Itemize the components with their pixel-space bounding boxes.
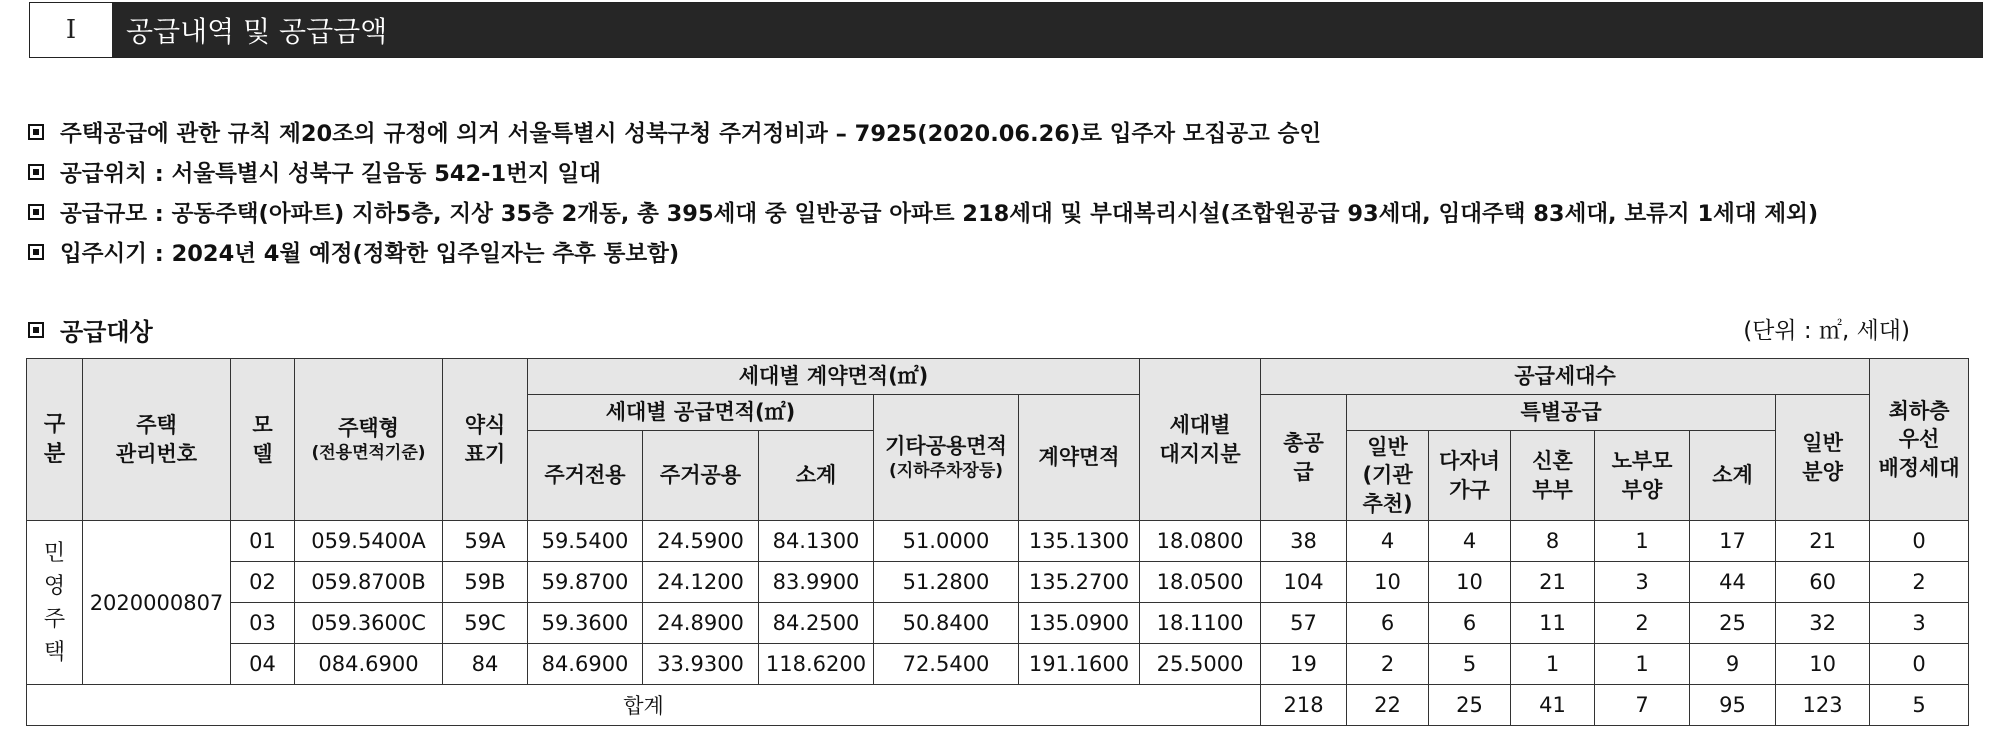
cell-elder: 1	[1595, 521, 1690, 562]
header-special-subtotal: 소계	[1690, 431, 1776, 521]
header-house-no: 주택 관리번호	[83, 359, 231, 521]
supply-target-title	[28, 312, 153, 347]
house-type-sub: (전용면적기준)	[311, 443, 426, 464]
table-row	[27, 603, 1969, 644]
supply-target-label: 공급대상	[60, 318, 153, 346]
cell-inst: 6	[1347, 603, 1429, 644]
header-subtotal: 소계	[759, 431, 874, 521]
cell-inst: 2	[1347, 644, 1429, 685]
section-title: 공급내역 및 공급금액	[126, 15, 388, 48]
cell-other: 51.0000	[874, 521, 1019, 562]
cell-contract: 135.2700	[1019, 562, 1140, 603]
header-supply-units: 공급세대수	[1261, 359, 1870, 395]
cell-common: 24.8900	[643, 603, 759, 644]
table-row	[27, 562, 1969, 603]
cell-general: 10	[1776, 644, 1870, 685]
cell-land: 18.0500	[1140, 562, 1261, 603]
note-location	[28, 152, 1988, 192]
header-special: 특별공급	[1347, 395, 1776, 431]
cell-short: 59C	[443, 603, 528, 644]
cell-general: 60	[1776, 562, 1870, 603]
total-newly: 41	[1511, 685, 1595, 726]
cell-multi: 5	[1429, 644, 1511, 685]
header-newlywed: 신혼 부부	[1511, 431, 1595, 521]
cell-model: 01	[231, 521, 295, 562]
cell-sp-sub: 25	[1690, 603, 1776, 644]
cell-sp-sub: 44	[1690, 562, 1776, 603]
cell-exclusive: 59.5400	[528, 521, 643, 562]
header-multi-child: 다자녀 가구	[1429, 431, 1511, 521]
cell-lowest: 3	[1870, 603, 1969, 644]
cell-lowest: 2	[1870, 562, 1969, 603]
cell-general: 21	[1776, 521, 1870, 562]
cell-subtotal: 118.6200	[759, 644, 874, 685]
cell-newly: 21	[1511, 562, 1595, 603]
cell-newly: 1	[1511, 644, 1595, 685]
cell-lowest: 0	[1870, 644, 1969, 685]
cell-elder: 3	[1595, 562, 1690, 603]
cell-multi: 10	[1429, 562, 1511, 603]
cell-model: 02	[231, 562, 295, 603]
header-other-common	[874, 395, 1019, 521]
cell-land: 25.5000	[1140, 644, 1261, 685]
total-label: 합계	[27, 685, 1261, 726]
cell-newly: 11	[1511, 603, 1595, 644]
cell-multi: 6	[1429, 603, 1511, 644]
cell-other: 50.8400	[874, 603, 1019, 644]
cell-subtotal: 83.9900	[759, 562, 874, 603]
table-row	[27, 521, 1969, 562]
cell-sp-sub: 9	[1690, 644, 1776, 685]
cell-land: 18.0800	[1140, 521, 1261, 562]
header-short: 약식 표기	[443, 359, 528, 521]
header-gubun: 구분	[27, 359, 83, 521]
cell-elder: 1	[1595, 644, 1690, 685]
header-common: 주거공용	[643, 431, 759, 521]
note-approval	[28, 112, 1988, 152]
header-total-supply: 총공 급	[1261, 395, 1347, 521]
cell-contract: 191.1600	[1019, 644, 1140, 685]
header-general: 일반 분양	[1776, 395, 1870, 521]
header-land-share: 세대별 대지지분	[1140, 359, 1261, 521]
table-row	[27, 644, 1969, 685]
notes-list	[28, 112, 1988, 272]
cell-short: 59A	[443, 521, 528, 562]
note-text: 공급규모 : 공동주택(아파트) 지하5층, 지상 35층 2개동, 총 395세대 중 일반공급 아파트 218세대 및 부대복리시설(조합원공급 93세대, 임대주택 83세대, 보류지 1세대 제외)	[60, 201, 1819, 227]
cell-subtotal: 84.2500	[759, 603, 874, 644]
cell-common: 24.1200	[643, 562, 759, 603]
cell-subtotal: 84.1300	[759, 521, 874, 562]
total-multi: 25	[1429, 685, 1511, 726]
other-common-sub: (지하주차장등)	[888, 461, 1004, 482]
cell-model: 03	[231, 603, 295, 644]
cell-exclusive: 84.6900	[528, 644, 643, 685]
square-bullet-icon	[28, 124, 44, 140]
note-text: 주택공급에 관한 규칙 제20조의 규정에 의거 서울특별시 성북구청 주거정비과 – 7925(2020.06.26)로 입주자 모집공고 승인	[60, 121, 1322, 147]
header-exclusive: 주거전용	[528, 431, 643, 521]
cell-total: 57	[1261, 603, 1347, 644]
header-house-type	[295, 359, 443, 521]
square-bullet-icon	[28, 244, 44, 260]
square-bullet-icon	[28, 164, 44, 180]
house-type-label: 주택형	[338, 415, 399, 440]
note-text: 입주시기 : 2024년 4월 예정(정확한 입주일자는 추후 통보함)	[60, 241, 680, 267]
square-bullet-icon	[28, 322, 44, 338]
section-header	[29, 2, 1983, 58]
note-scale	[28, 192, 1988, 232]
header-elderly: 노부모 부양	[1595, 431, 1690, 521]
total-general: 123	[1776, 685, 1870, 726]
header-lowest-floor: 최하층 우선 배정세대	[1870, 359, 1969, 521]
cell-lowest: 0	[1870, 521, 1969, 562]
cell-type: 084.6900	[295, 644, 443, 685]
cell-total: 19	[1261, 644, 1347, 685]
cell-total: 104	[1261, 562, 1347, 603]
house-no-cell: 2020000807	[83, 521, 231, 685]
cell-multi: 4	[1429, 521, 1511, 562]
section-number: Ⅰ	[30, 3, 112, 57]
note-move-in	[28, 232, 1988, 272]
cell-model: 04	[231, 644, 295, 685]
total-elder: 7	[1595, 685, 1690, 726]
cell-exclusive: 59.3600	[528, 603, 643, 644]
total-row	[27, 685, 1969, 726]
cell-common: 24.5900	[643, 521, 759, 562]
header-model: 모델	[231, 359, 295, 521]
cell-type: 059.3600C	[295, 603, 443, 644]
cell-land: 18.1100	[1140, 603, 1261, 644]
cell-short: 59B	[443, 562, 528, 603]
other-common-label: 기타공용면적	[885, 433, 1007, 458]
cell-type: 059.8700B	[295, 562, 443, 603]
note-text: 공급위치 : 서울특별시 성북구 길음동 542-1번지 일대	[60, 161, 601, 187]
header-contract: 계약면적	[1019, 395, 1140, 521]
cell-contract: 135.0900	[1019, 603, 1140, 644]
cell-type: 059.5400A	[295, 521, 443, 562]
header-contract-area: 세대별 계약면적(㎡)	[528, 359, 1140, 395]
total-sp-sub: 95	[1690, 685, 1776, 726]
cell-short: 84	[443, 644, 528, 685]
category-cell: 민 영 주 택	[27, 521, 83, 685]
cell-other: 72.5400	[874, 644, 1019, 685]
cell-inst: 10	[1347, 562, 1429, 603]
cell-inst: 4	[1347, 521, 1429, 562]
supply-table	[26, 358, 1969, 726]
cell-sp-sub: 17	[1690, 521, 1776, 562]
total-total: 218	[1261, 685, 1347, 726]
cell-common: 33.9300	[643, 644, 759, 685]
unit-label: (단위 : ㎡, 세대)	[1743, 318, 1910, 344]
cell-elder: 2	[1595, 603, 1690, 644]
cell-total: 38	[1261, 521, 1347, 562]
square-bullet-icon	[28, 204, 44, 220]
cell-general: 32	[1776, 603, 1870, 644]
cell-newly: 8	[1511, 521, 1595, 562]
total-lowest: 5	[1870, 685, 1969, 726]
cell-exclusive: 59.8700	[528, 562, 643, 603]
cell-contract: 135.1300	[1019, 521, 1140, 562]
header-institution: 일반 (기관 추천)	[1347, 431, 1429, 521]
total-inst: 22	[1347, 685, 1429, 726]
cell-other: 51.2800	[874, 562, 1019, 603]
header-supply-area: 세대별 공급면적(㎡)	[528, 395, 874, 431]
